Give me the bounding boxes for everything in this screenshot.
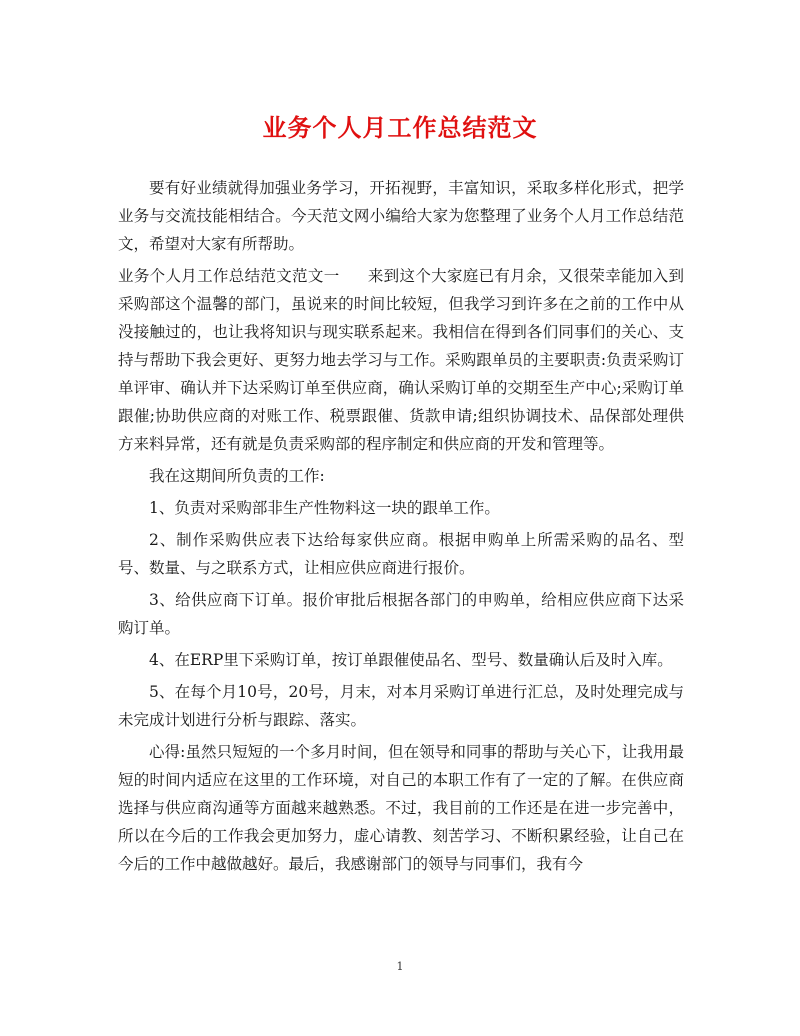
duty-item-5: 5、在每个月10号，20号，月末，对本月采购订单进行汇总，及时处理完成与未完成计划进行分析与跟踪、落实。 [118, 683, 684, 729]
duty-item-1: 1、负责对采购部非生产性物料这一块的跟单工作。 [149, 499, 500, 517]
page-number: 1 [396, 960, 404, 973]
document-title: 业务个人月工作总结范文 [262, 113, 538, 142]
reflection-paragraph: 心得:虽然只短短的一个多月时间，但在领导和同事的帮助与关心下，让我用最短的时间内适应在这里的工作环境，对自己的本职工作有了一定的了解。在供应商选择与供应商沟通等方面越来越熟悉。不过，我目前的工作还是在进一步完善中，所以在今后的工作我会更加努力，虚心请教、刻苦学习、不断积累经验，让自己在今后的工作中越做越好。最后，我感谢部门的领导与同事们，我有今 [118, 743, 684, 873]
duty-item-3: 3、给供应商下订单。报价审批后根据各部门的申购单，给相应供应商下达采购订单。 [118, 591, 684, 637]
document-body [118, 174, 684, 882]
duty-item-2: 2、制作采购供应表下达给每家供应商。根据申购单上所需采购的品名、型号、数量、与之联系方式，让相应供应商进行报价。 [118, 531, 684, 577]
duty-item-4: 4、在ERP里下采购订单，按订单跟催使品名、型号、数量确认后及时入库。 [149, 651, 673, 669]
section-heading: 业务个人月工作总结范文范文一 [118, 267, 340, 285]
section-body: 来到这个大家庭已有月余，又很荣幸能加入到采购部这个温馨的部门，虽说来的时间比较短，但我学习到许多在之前的工作中从没接触过的，也让我将知识与现实联系起来。我相信在得到各们同事们的关心、支持与帮助下我会更好、更努力地去学习与工作。采购跟单员的主要职责:负责采购订单评审、确认并下达采购订单至供应商，确认采购订单的交期至生产中心;采购订单跟催;协助供应商的对账工作、税票跟催、货款申请;组织协调技术、品保部处理供方来料异常，还有就是负责采购部的程序制定和供应商的开发和管理等。 [118, 267, 684, 453]
section-paragraph [118, 262, 684, 458]
intro-paragraph: 要有好业绩就得加强业务学习，开拓视野，丰富知识，采取多样化形式，把学业务与交流技能相结合。今天范文网小编给大家为您整理了业务个人月工作总结范文，希望对大家有所帮助。 [118, 179, 684, 253]
duties-intro: 我在这期间所负责的工作: [149, 467, 325, 485]
